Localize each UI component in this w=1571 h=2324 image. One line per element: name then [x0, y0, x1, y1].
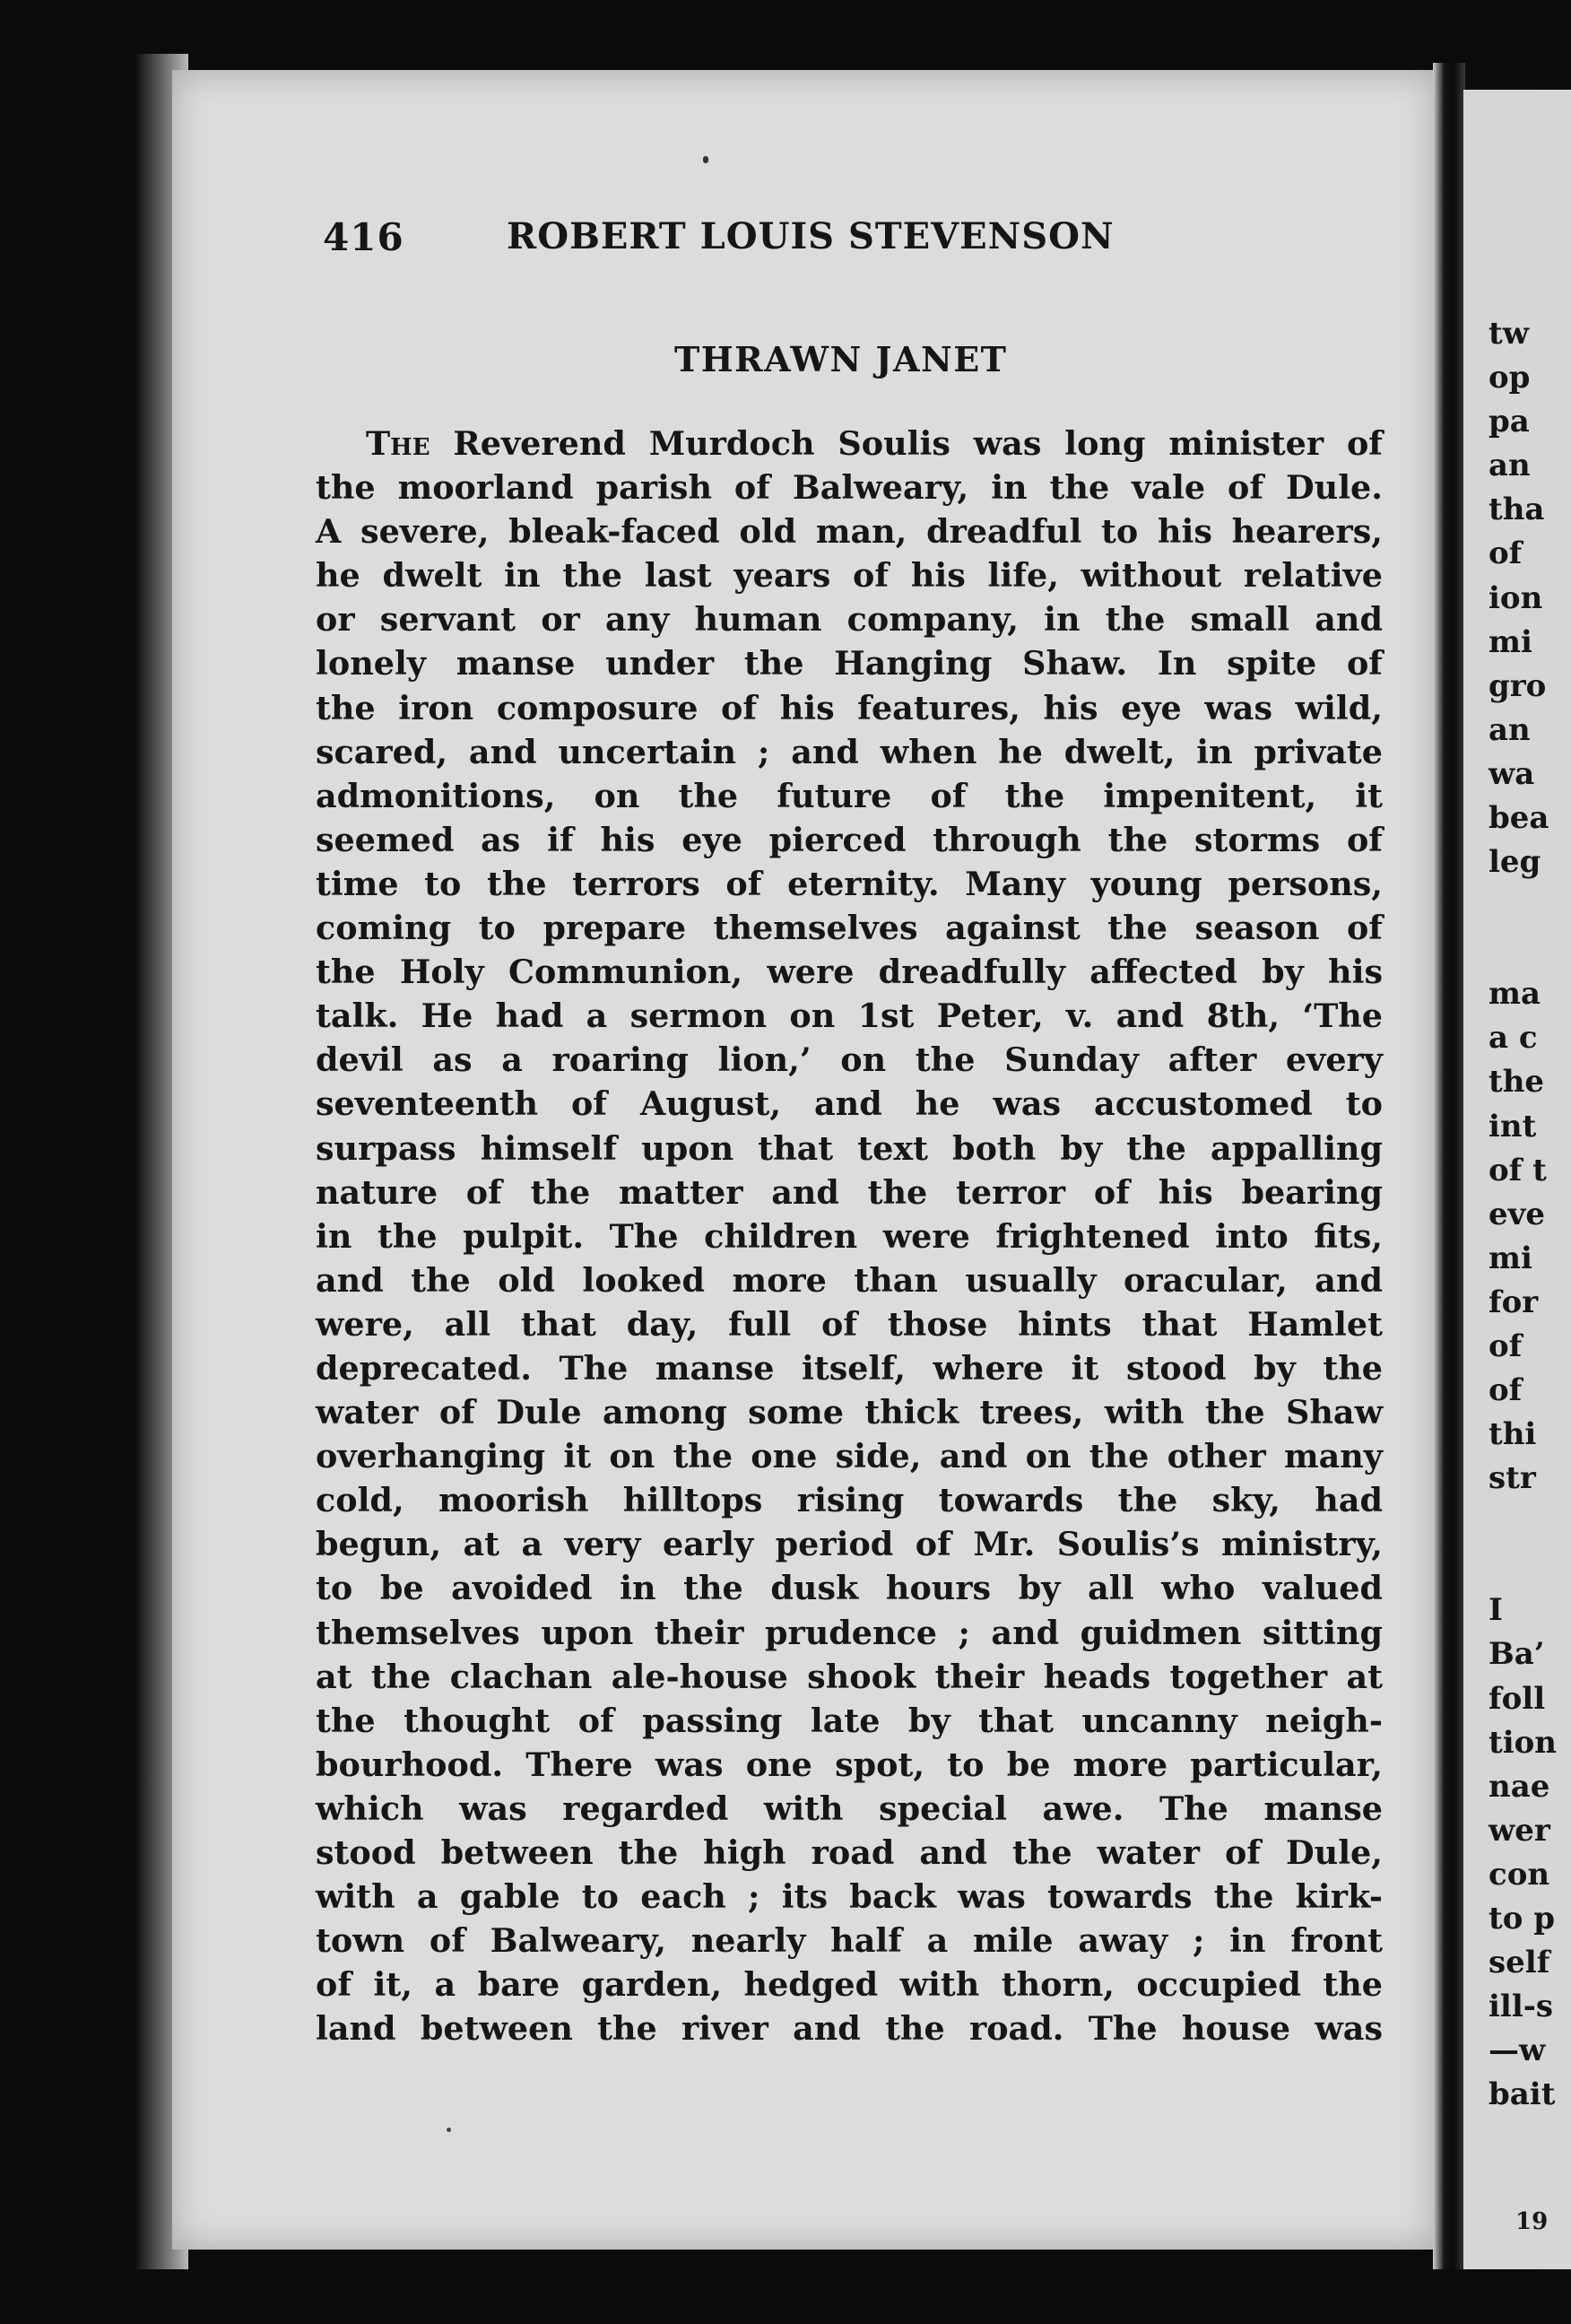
facing-page-fragment: of: [1489, 1372, 1523, 1409]
facing-page-fragment: pa: [1489, 404, 1530, 440]
facing-page-fragment: I: [1489, 1592, 1503, 1629]
text-line: devil as a roaring lion,’ on the Sunday after every: [316, 1040, 1383, 1080]
facing-page-fragment: tion: [1489, 1724, 1558, 1761]
text-line: and the old looked more than usually oracular, and: [316, 1260, 1383, 1300]
text-line: he dwelt in the last years of his life, without relative: [316, 556, 1383, 596]
facing-page-fragment: tw: [1489, 316, 1529, 352]
text-line: bourhood. There was one spot, to be more particular,: [316, 1745, 1383, 1784]
text-line: nature of the matter and the terror of his bearing: [316, 1172, 1383, 1212]
facing-page-fragment: mi: [1489, 623, 1532, 660]
text-line: the Holy Communion, were dreadfully affected by his: [316, 953, 1383, 992]
facing-page-fragment: int: [1489, 1108, 1537, 1145]
body-text: [316, 422, 1383, 2050]
text-line: overhanging it on the one side, and on the other many: [316, 1437, 1383, 1476]
text-line: coming to prepare themselves against the season of: [316, 909, 1383, 948]
facing-page-fragment: str: [1489, 1460, 1536, 1497]
facing-page-fragment: a c: [1489, 1020, 1538, 1057]
facing-page-fragment: of t: [1489, 1152, 1547, 1188]
text-line: begun, at a very early period of Mr. Soulis’s ministry,: [316, 1525, 1383, 1564]
facing-page-fragment: [1489, 1501, 1542, 1589]
text-line: the iron composure of his features, his eye was wild,: [316, 688, 1383, 727]
facing-page-fragment: to p: [1489, 1901, 1555, 1937]
facing-page-fragment: ma: [1489, 976, 1541, 1013]
facing-page-text: [1489, 312, 1558, 2117]
facing-page-fragment: the: [1489, 1064, 1545, 1101]
scan-speck: [703, 156, 708, 163]
text-line: the moorland parish of Balweary, in the vale of Dule.: [316, 468, 1383, 508]
book-gutter: [1433, 63, 1465, 2269]
facing-page-fragment: foll: [1489, 1680, 1546, 1717]
facing-page-fragment: mi: [1489, 1240, 1532, 1276]
text-line: were, all that day, full of those hints that Hamlet: [316, 1304, 1383, 1344]
facing-page-fragment: gro: [1489, 667, 1547, 704]
text-line: with a gable to each ; its back was towards the kirk-: [316, 1877, 1383, 1917]
text-line: seventeenth of August, and he was accustomed to: [316, 1084, 1383, 1124]
facing-page-fragment: Ba’: [1489, 1636, 1545, 1673]
facing-page-fragment: wer: [1489, 1812, 1550, 1849]
text-line: at the clachan ale-house shook their heads together at: [316, 1657, 1383, 1696]
facing-page-fragment: con: [1489, 1856, 1550, 1893]
facing-page-fragment: [1489, 884, 1542, 972]
facing-page-fragment: bea: [1489, 800, 1549, 837]
text-line: or servant or any human company, in the small and: [316, 600, 1383, 640]
text-line: scared, and uncertain ; and when he dwelt, in private: [316, 732, 1383, 771]
text-line: A severe, bleak-faced old man, dreadful to his hearers,: [316, 512, 1383, 552]
facing-page-fragment: nae: [1489, 1768, 1550, 1805]
facing-page-fragment: of: [1489, 1327, 1523, 1364]
page-number: 416: [323, 215, 404, 259]
text-line: town of Balweary, nearly half a mile away ; in front: [316, 1921, 1383, 1961]
text-line: which was regarded with special awe. The manse: [316, 1789, 1383, 1828]
text-line: admonitions, on the future of the impenitent, it: [316, 776, 1383, 815]
text-line: talk. He had a sermon on 1st Peter, v. and 8th, ‘The: [316, 997, 1383, 1036]
text-line: surpass himself upon that text both by the appalling: [316, 1128, 1383, 1168]
text-line: The Reverend Murdoch Soulis was long minister of: [366, 424, 1383, 463]
facing-page-fragment: for: [1489, 1284, 1539, 1320]
text-line: themselves upon their prudence ; and guidmen sitting: [316, 1613, 1383, 1652]
facing-page-number: 19: [1515, 2208, 1549, 2235]
facing-page-fragment: of: [1489, 535, 1523, 572]
running-head: [323, 215, 1219, 269]
scan-speck: [447, 2128, 451, 2132]
facing-page-fragment: thi: [1489, 1416, 1537, 1453]
facing-page-fragment: self: [1489, 1945, 1550, 1981]
text-line: in the pulpit. The children were frightened into fits,: [316, 1216, 1383, 1256]
facing-page-fragment: wa: [1489, 755, 1535, 792]
text-line: land between the river and the road. The house was: [316, 2009, 1383, 2049]
facing-page-fragment: leg: [1489, 844, 1541, 881]
text-line: seemed as if his eye pierced through the storms of: [316, 820, 1383, 859]
text-line: the thought of passing late by that uncanny neigh-: [316, 1701, 1383, 1740]
chapter-title: THRAWN JANET: [674, 339, 1008, 379]
facing-page-fragment: op: [1489, 360, 1531, 396]
facing-page-fragment: eve: [1489, 1196, 1546, 1232]
text-line: to be avoided in the dusk hours by all who valued: [316, 1569, 1383, 1608]
facing-page-fragment: ion: [1489, 579, 1543, 616]
text-line: time to the terrors of eternity. Many young persons,: [316, 864, 1383, 903]
text-line: lonely manse under the Hanging Shaw. In spite of: [316, 644, 1383, 683]
text-line: deprecated. The manse itself, where it stood by the: [316, 1348, 1383, 1388]
facing-page-fragment: an: [1489, 448, 1531, 484]
running-title: ROBERT LOUIS STEVENSON: [507, 215, 1115, 257]
facing-page-fragment: ill-s: [1489, 1989, 1554, 2025]
facing-page-fragment: an: [1489, 711, 1531, 748]
text-line: of it, a bare garden, hedged with thorn, occupied the: [316, 1965, 1383, 2005]
facing-page-fragment: bait: [1489, 2076, 1556, 2113]
text-line: stood between the high road and the water of Dule,: [316, 1833, 1383, 1872]
text-line: water of Dule among some thick trees, with the Shaw: [316, 1393, 1383, 1432]
text-line: cold, moorish hilltops rising towards the sky, had: [316, 1481, 1383, 1520]
facing-page-fragment: —w: [1489, 2032, 1546, 2069]
facing-page-fragment: tha: [1489, 492, 1545, 528]
